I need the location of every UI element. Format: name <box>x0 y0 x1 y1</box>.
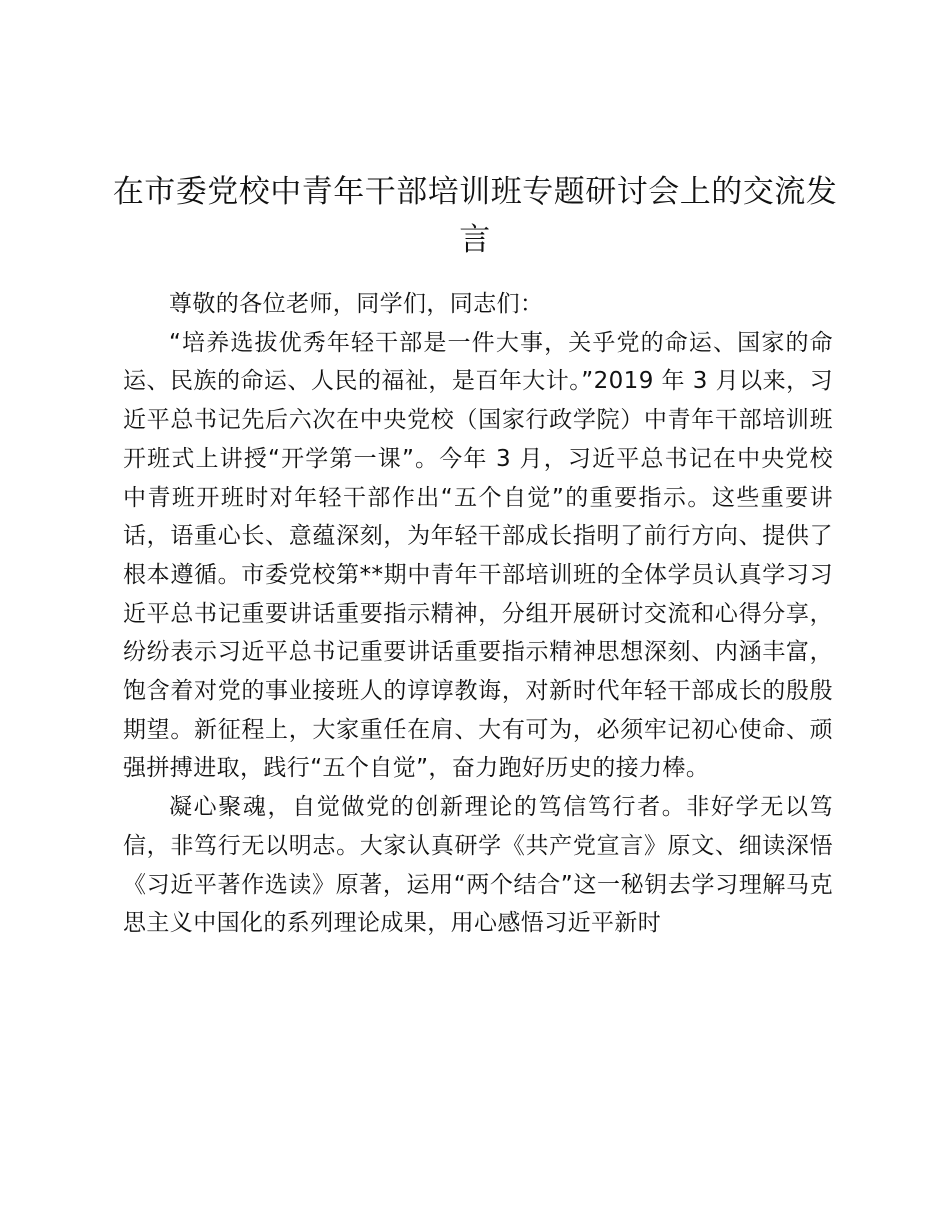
salutation: 尊敬的各位老师，同学们，同志们： <box>169 291 544 317</box>
document-body <box>123 285 833 943</box>
paragraph-intro: “培养选拔优秀年轻干部是一件大事，关乎党的命运、国家的命运、民族的命运、人民的福祉，是百年大计。”2019 年 3 月以来，习近平总书记先后六次在中央党校（国家行政学院）中青年干部培训班开班式上讲授“开学第一课”。今年 3 月，习近平总书记在中央党校中青班开班时对年轻干部作出“五个自觉”的重要指示。这些重要讲话，语重心长、意蕴深刻，为年轻干部成长指明了前行方向、提供了根本遵循。市委党校第**期中青年干部培训班的全体学员认真学习习近平总书记重要讲话重要指示精神，分组开展研讨交流和心得分享，纷纷表示习近平总书记重要讲话重要指示精神思想深刻、内涵丰富，饱含着对党的事业接班人的谆谆教诲，对新时代年轻干部成长的殷殷期望。新征程上，大家重任在肩、大有可为，必须牢记初心使命、顽强拼搏进取，践行“五个自觉”，奋力跑好历史的接力棒。 <box>123 329 833 782</box>
document-title: 在市委党校中青年干部培训班专题研讨会上的交流发言 <box>112 174 838 258</box>
paragraph-theory: 凝心聚魂，自觉做党的创新理论的笃信笃行者。非好学无以笃信，非笃行无以明志。大家认真研学《共产党宣言》原文、细读深悟《习近平著作选读》原著，运用“两个结合”这一秘钥去学习理解马克思主义中国化的系列理论成果，用心感悟习近平新时 <box>123 794 833 937</box>
